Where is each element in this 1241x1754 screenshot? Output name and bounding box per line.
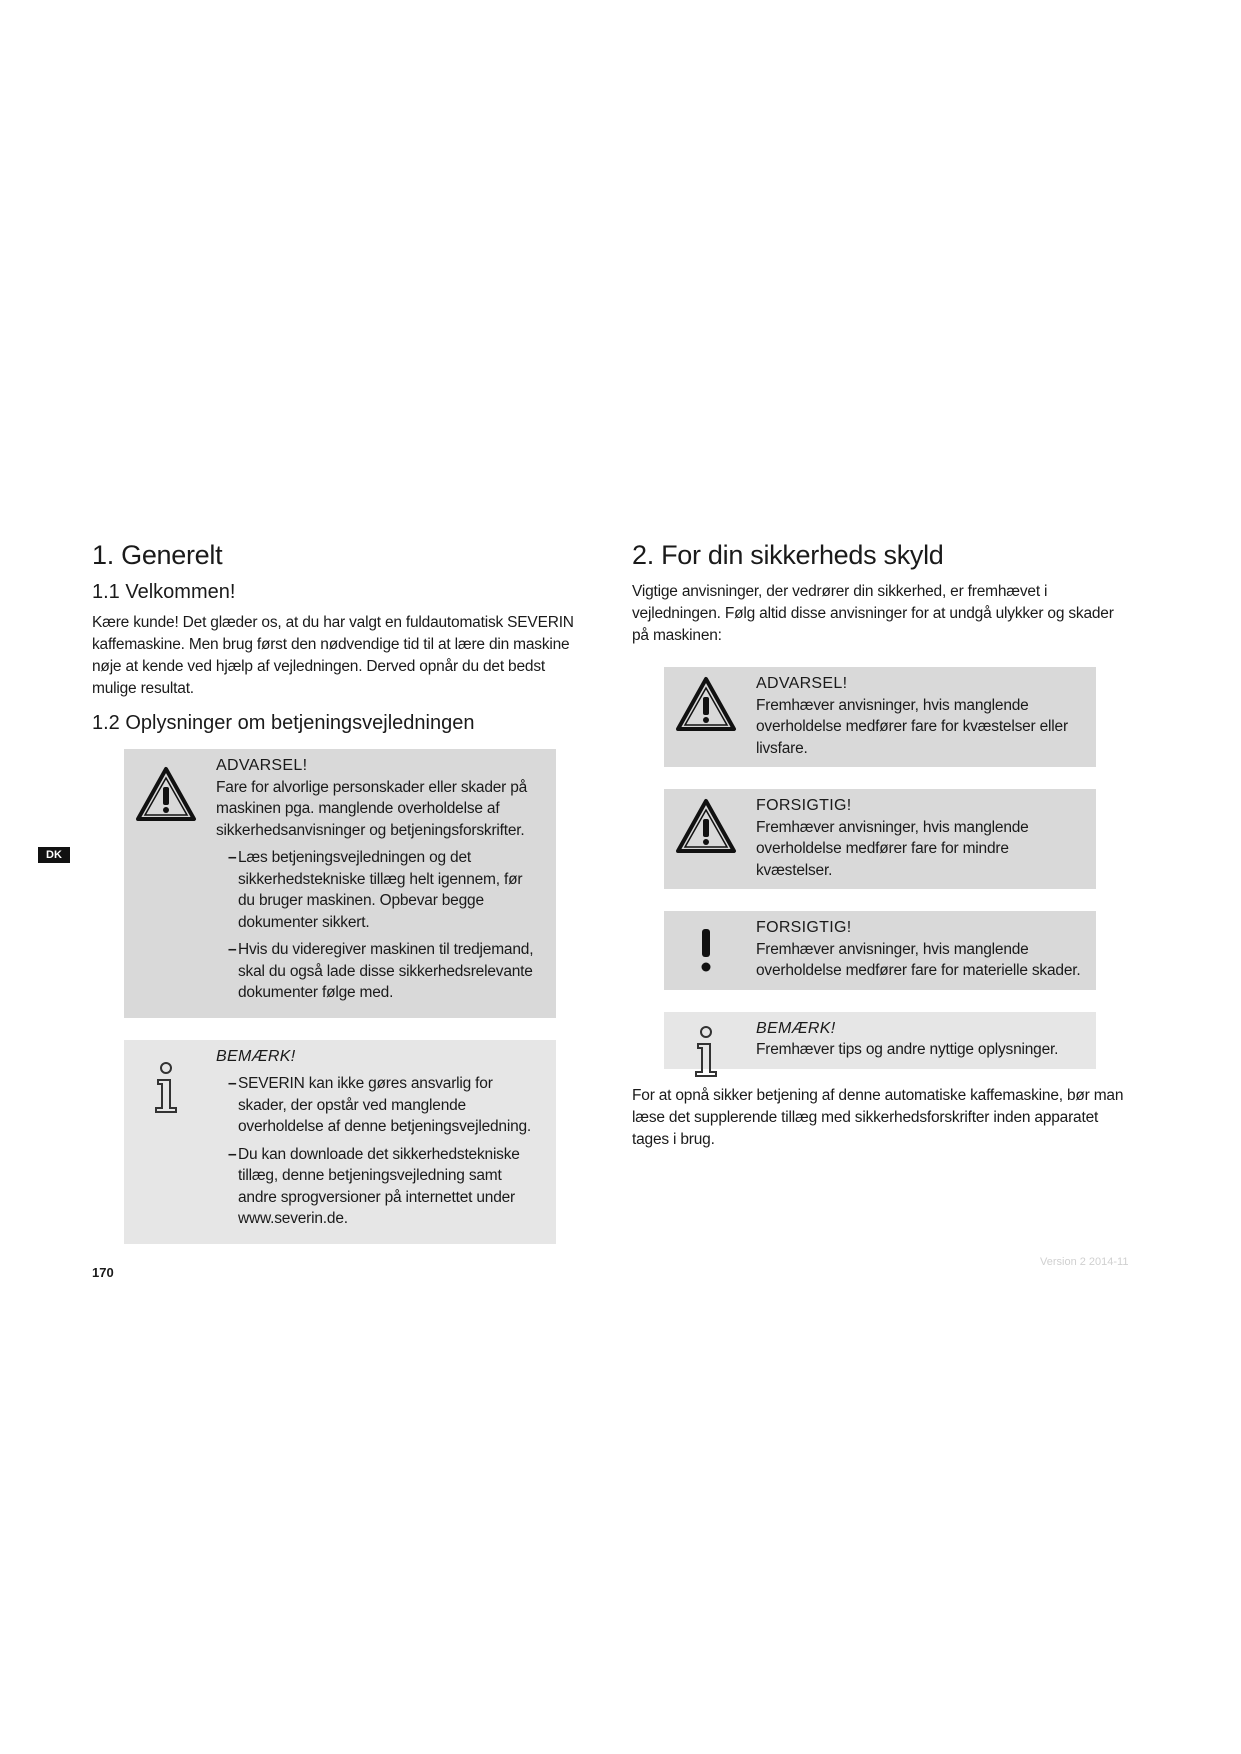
- box-text: Fremhæver anvisninger, hvis manglende overholdelse medfører fare for mindre kvæstelser.: [756, 818, 1029, 879]
- exclamation-icon: [674, 921, 738, 981]
- section-1-1-title: 1.1 Velkommen!: [92, 581, 236, 603]
- box-title: FORSIGTIG!: [756, 797, 852, 814]
- forsigtig-material-box: [664, 911, 1096, 990]
- info-icon: [674, 1022, 738, 1082]
- note-box: [124, 1040, 556, 1244]
- warning-title: ADVARSEL!: [216, 757, 308, 774]
- left-column: [92, 540, 592, 1266]
- box-text: Fremhæver anvisninger, hvis manglende overholdelse medfører fare for materielle skader.: [756, 940, 1081, 979]
- forsigtig-injury-box: [664, 789, 1096, 889]
- note-title: BEMÆRK!: [216, 1047, 296, 1065]
- language-tab: DK: [38, 847, 70, 863]
- box-text: Fremhæver tips og andre nyttige oplysninger.: [756, 1041, 1059, 1058]
- info-icon: [134, 1058, 198, 1118]
- warning-triangle-icon: [134, 765, 198, 825]
- box-title: ADVARSEL!: [756, 675, 848, 692]
- box-title: FORSIGTIG!: [756, 919, 852, 936]
- right-column: [632, 540, 1132, 1163]
- page-number: 170: [92, 1265, 114, 1280]
- warning-bullets: [216, 847, 542, 1004]
- warning-triangle-icon: [674, 797, 738, 857]
- list-item: – Du kan downloade det sikkerhedstekniske tillæg, denne betjeningsvejledning samt andre sprogversioner på internettet under www.severin.de.: [216, 1144, 542, 1230]
- warning-triangle-icon: [674, 675, 738, 735]
- version-label: Version 2 2014-11: [1040, 1256, 1129, 1268]
- section-2-title: 2. For din sikkerheds skyld: [632, 540, 944, 570]
- advarsel-box: [664, 667, 1096, 767]
- bemaerk-box: [664, 1012, 1096, 1069]
- note-bullets: [216, 1073, 542, 1230]
- section-1-2-title: 1.2 Oplysninger om betjeningsvejledningen: [92, 712, 475, 734]
- list-item: – Hvis du videregiver maskinen til tredjemand, skal du også lade disse sikkerhedsrelevante dokumenter følge med.: [216, 939, 542, 1004]
- list-item: – Læs betjeningsvejledningen og det sikkerhedstekniske tillæg helt igennem, før du bruger maskinen. Opbevar begge dokumenter sikkert.: [216, 847, 542, 933]
- warning-text: Fare for alvorlige personskader eller skader på maskinen pga. manglende overholdelse af sikkerhedsanvisninger og betjeningsforskrifter.: [216, 778, 528, 839]
- section-1-title: 1. Generelt: [92, 540, 223, 570]
- outro-text: For at opnå sikker betjening af denne automatiske kaffemaskine, bør man læse det supplerende tillæg med sikkerhedsforskrifter inden apparatet tages i brug.: [632, 1086, 1124, 1148]
- list-item: – SEVERIN kan ikke gøres ansvarlig for skader, der opstår ved manglende overholdelse af denne betjeningsvejledning.: [216, 1073, 542, 1138]
- box-title: BEMÆRK!: [756, 1019, 836, 1037]
- box-text: Fremhæver anvisninger, hvis manglende overholdelse medfører fare for kvæstelser eller livsfare.: [756, 696, 1068, 757]
- intro-text: Vigtige anvisninger, der vedrører din sikkerhed, er fremhævet i vejledningen. Følg altid disse anvisninger for at undgå ulykker og skader på maskinen:: [632, 583, 1114, 644]
- warning-box: [124, 749, 556, 1018]
- welcome-text: Kære kunde! Det glæder os, at du har valgt en fuldautomatisk SEVERIN kaffemaskine. Men brug først den nødvendige tid til at lære din maskine nøje at kende ved hjælp af vejledningen. Derved opnår du det bedst mulige resultat.: [92, 614, 574, 697]
